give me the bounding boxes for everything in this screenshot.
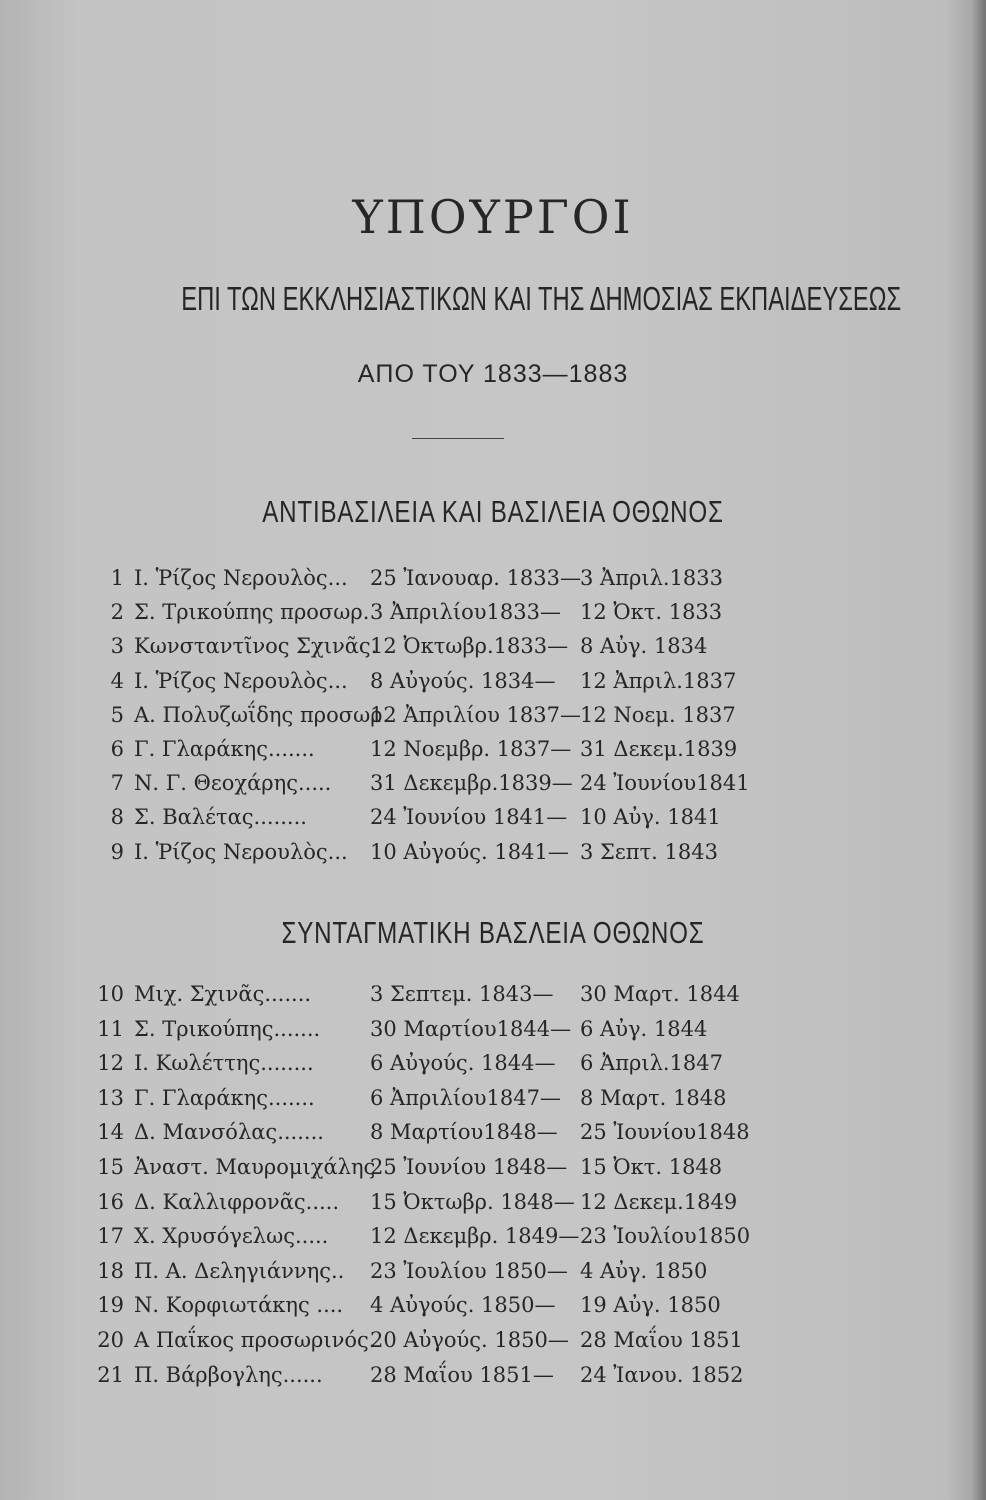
term-start: 6 Αὐγούς. 1844—	[370, 1051, 556, 1076]
minister-row	[0, 771, 986, 805]
term-end: 3 Σεπτ. 1843	[580, 839, 718, 864]
minister-number: 18	[97, 1258, 124, 1283]
term-end: 15 Ὀκτ. 1848	[580, 1154, 723, 1179]
minister-name: Ἀναστ. Μαυρομιχάλης	[134, 1154, 376, 1179]
term-start: 6 Ἀπριλίου1847—	[370, 1085, 561, 1110]
minister-name: Δ. Καλλιφρονᾶς.....	[134, 1189, 340, 1214]
minister-number: 7	[110, 771, 124, 796]
minister-number: 12	[97, 1051, 124, 1076]
term-start: 4 Αὐγούς. 1850—	[370, 1293, 556, 1318]
term-end: 6 Αὐγ. 1844	[580, 1016, 708, 1041]
term-end: 31 Δεκεμ.1839	[580, 736, 738, 761]
minister-name: Ν. Κορφιωτάκης ....	[134, 1293, 344, 1318]
term-end: 3 Ἀπριλ.1833	[580, 566, 724, 590]
minister-number: 19	[97, 1293, 124, 1318]
term-start: 12 Ἀπριλίου 1837—	[370, 702, 582, 727]
minister-number: 11	[97, 1016, 124, 1041]
minister-row	[0, 566, 986, 600]
term-start: 8 Αὐγούς. 1834—	[370, 668, 556, 693]
minister-row	[0, 737, 986, 771]
minister-row	[0, 600, 986, 634]
term-start: 12 Ὀκτωβρ.1833—	[370, 634, 569, 659]
minister-number: 16	[97, 1189, 124, 1214]
term-start: 8 Μαρτίου1848—	[370, 1120, 558, 1145]
minister-row	[0, 1224, 986, 1259]
term-start: 28 Μαΐου 1851—	[370, 1362, 554, 1387]
term-start: 12 Δεκεμβρ. 1849—	[370, 1224, 580, 1249]
term-start: 3 Σεπτεμ. 1843—	[370, 982, 554, 1006]
term-end: 10 Αὐγ. 1841	[580, 805, 721, 830]
page-title: ΥΠΟΥΡΓΟΙ	[352, 190, 634, 244]
term-start: 3 Ἀπριλίου1833—	[370, 600, 561, 625]
term-start: 20 Αὐγούς. 1850—	[370, 1327, 569, 1352]
ministers-list-section-1	[0, 566, 986, 874]
minister-name: Ν. Γ. Θεοχάρης.....	[134, 771, 332, 796]
term-end: 24 Ἰανου. 1852	[580, 1362, 744, 1387]
minister-number: 10	[97, 982, 124, 1006]
minister-number: 17	[97, 1224, 124, 1249]
section-heading-otto-regency: ΑΝΤΙΒΑΣΙΛΕΙΑ ΚΑΙ ΒΑΣΙΛΕΙΑ ΟΘΩΝΟΣ	[262, 494, 724, 529]
minister-number: 4	[110, 668, 124, 693]
term-end: 24 Ἰουνίου1841	[580, 771, 750, 796]
section-heading-constitutional-monarchy: ΣΥΝΤΑΓΜΑΤΙΚΗ ΒΑΣΛΕΙΑ ΟΘΩΝΟΣ	[281, 915, 705, 950]
minister-row	[0, 703, 986, 737]
minister-number: 3	[110, 634, 124, 659]
minister-row	[0, 1017, 986, 1052]
minister-row	[0, 1155, 986, 1190]
term-end: 8 Μαρτ. 1848	[580, 1085, 727, 1110]
minister-number: 13	[97, 1085, 124, 1110]
page-subtitle: ΕΠΙ ΤΩΝ ΕΚΚΛΗΣΙΑΣΤΙΚΩΝ ΚΑΙ ΤΗΣ ΔΗΜΟΣΙΑΣ ΕΚΠΑΙΔΕΥΣΕΩΣ	[181, 280, 902, 317]
minister-row	[0, 1051, 986, 1086]
minister-number: 20	[97, 1327, 124, 1352]
minister-number: 14	[97, 1120, 124, 1145]
minister-row	[0, 1328, 986, 1363]
minister-name: Α Παΐκος προσωρινός.	[134, 1327, 376, 1352]
minister-name: Χ. Χρυσόγελως.....	[134, 1224, 329, 1249]
minister-row	[0, 1086, 986, 1121]
minister-name: Α. Πολυζωΐδης προσωρ.	[134, 702, 390, 727]
minister-name: Π. Βάρβογλης......	[134, 1362, 323, 1387]
minister-name: Δ. Μανσόλας.......	[134, 1120, 324, 1145]
minister-row	[0, 1190, 986, 1225]
term-end: 28 Μαΐου 1851	[580, 1327, 743, 1352]
minister-name: Γ. Γλαράκης.......	[134, 1085, 315, 1110]
term-start: 23 Ἰουλίου 1850—	[370, 1258, 568, 1283]
minister-name: Ι. Ῥίζος Νερουλὸς...	[134, 566, 348, 590]
term-start: 25 Ἰανουαρ. 1833—	[370, 566, 582, 590]
year-range: ΑΠΟ ΤΟΥ 1833—1883	[357, 360, 629, 388]
minister-name: Σ. Τρικούπης προσωρ.	[134, 600, 370, 625]
minister-name: Γ. Γλαράκης.......	[134, 736, 315, 761]
minister-name: Π. Α. Δεληγιάννης..	[134, 1258, 345, 1283]
minister-row	[0, 840, 986, 874]
term-end: 6 Ἀπριλ.1847	[580, 1051, 724, 1076]
term-end: 19 Αὐγ. 1850	[580, 1293, 721, 1318]
minister-number: 2	[110, 600, 124, 625]
minister-row	[0, 982, 986, 1017]
minister-row	[0, 1363, 986, 1398]
minister-number: 21	[97, 1362, 124, 1387]
minister-row	[0, 634, 986, 668]
term-start: 30 Μαρτίου1844—	[370, 1016, 572, 1041]
minister-number: 5	[110, 702, 124, 727]
minister-name: Σ. Βαλέτας........	[134, 805, 307, 830]
minister-number: 9	[110, 839, 124, 864]
ministers-list-section-2	[0, 982, 986, 1397]
minister-number: 6	[110, 736, 124, 761]
term-start: 10 Αὐγούς. 1841—	[370, 839, 569, 864]
term-start: 12 Νοεμβρ. 1837—	[370, 736, 572, 761]
minister-row	[0, 1259, 986, 1294]
minister-name: Κωνσταντῖνος Σχινᾶς.	[134, 634, 378, 659]
minister-name: Ι. Ῥίζος Νερουλὸς...	[134, 839, 348, 864]
term-end: 30 Μαρτ. 1844	[580, 982, 740, 1006]
term-start: 25 Ἰουνίου 1848—	[370, 1154, 568, 1179]
term-end: 4 Αὐγ. 1850	[580, 1258, 708, 1283]
term-start: 24 Ἰουνίου 1841—	[370, 805, 568, 830]
minister-row	[0, 1120, 986, 1155]
term-start: 31 Δεκεμβρ.1839—	[370, 771, 573, 796]
minister-number: 1	[110, 566, 124, 590]
term-end: 8 Αὐγ. 1834	[580, 634, 708, 659]
minister-name: Σ. Τρικούπης.......	[134, 1016, 321, 1041]
divider-rule	[412, 438, 504, 439]
minister-name: Μιχ. Σχινᾶς.......	[134, 982, 312, 1006]
term-end: 12 Δεκεμ.1849	[580, 1189, 738, 1214]
minister-number: 8	[110, 805, 124, 830]
term-start: 15 Ὀκτωβρ. 1848—	[370, 1189, 575, 1214]
term-end: 25 Ἰουνίου1848	[580, 1120, 750, 1145]
term-end: 23 Ἰουλίου1850	[580, 1224, 751, 1249]
term-end: 12 Νοεμ. 1837	[580, 702, 736, 727]
term-end: 12 Ἀπριλ.1837	[580, 668, 737, 693]
minister-row	[0, 1293, 986, 1328]
minister-number: 15	[97, 1154, 124, 1179]
minister-name: Ι. Ῥίζος Νερουλὸς...	[134, 668, 348, 693]
minister-row	[0, 669, 986, 703]
term-end: 12 Ὀκτ. 1833	[580, 600, 723, 625]
minister-name: Ι. Κωλέττης........	[134, 1051, 314, 1076]
minister-row	[0, 805, 986, 839]
